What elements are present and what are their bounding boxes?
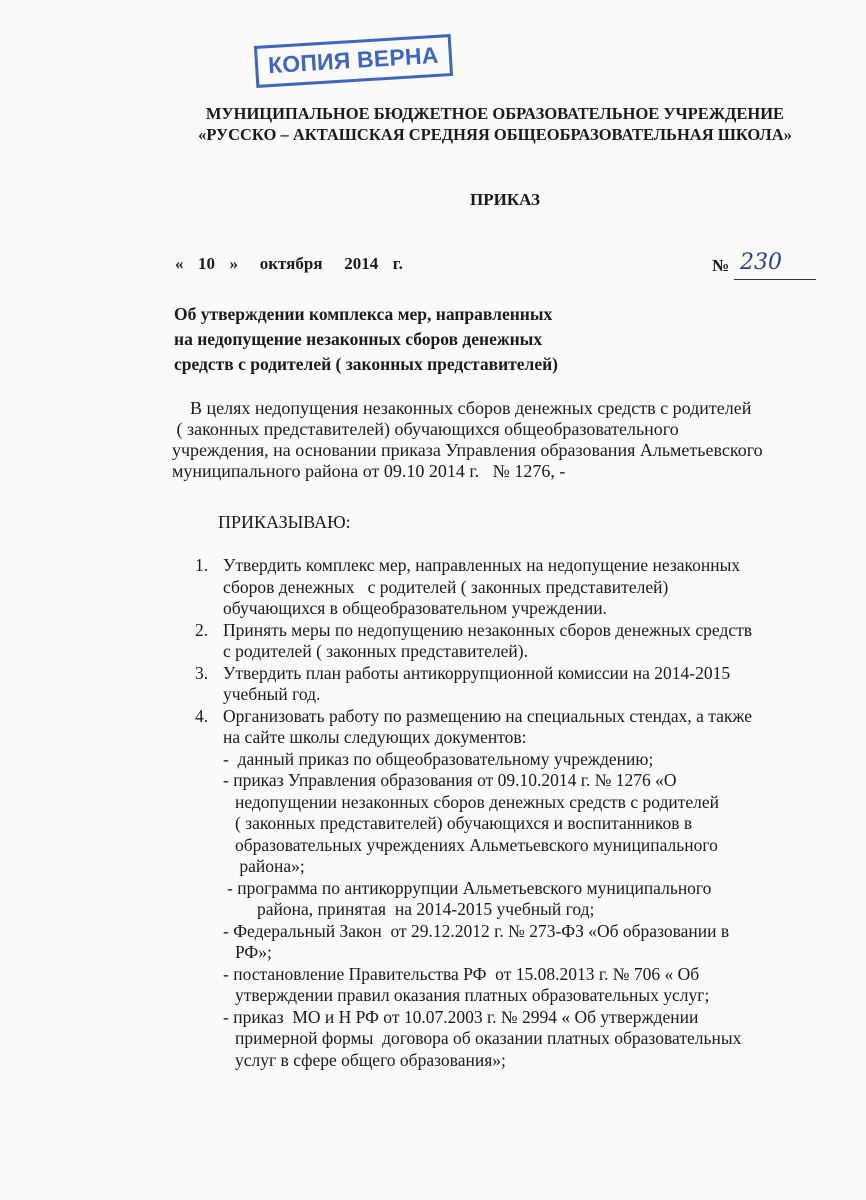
order-subject [174,302,558,377]
order-date: « 10 » октября 2014 г. [175,254,403,273]
item-number: 1. [195,555,209,575]
order-number-handwritten: 230 [740,250,782,275]
document-entry-line: района, принятая на 2014-2015 учебный год; [257,899,595,919]
document-entry-line: утверждении правил оказания платных образовательных услуг; [235,985,710,1005]
document-entry-line: образовательных учреждениях Альметьевского муниципального [235,834,718,855]
subject-line: средств с родителей ( законных представителей) [174,354,559,374]
document-entry-line: недопущении незаконных сборов денежных средств с родителей [235,791,720,812]
document-entry: - постановление Правительства РФ от 15.08.2013 г. № 706 « Об [223,963,700,984]
institution-line-1: МУНИЦИПАЛЬНОЕ БЮДЖЕТНОЕ ОБРАЗОВАТЕЛЬНОЕ УЧРЕЖДЕНИЕ [205,104,785,123]
document-entry: - данный приказ по общеобразовательному учреждению; [223,748,654,769]
documents-list [223,749,752,1072]
document-entry: - приказ МО и Н РФ от 10.07.2003 г. № 2994 « Об утверждении [223,1006,699,1027]
preamble-line: муниципального района от 09.10 2014 г. № 1276, - [172,461,566,481]
order-item [195,663,752,706]
item-line: Принять меры по недопущению незаконных сборов денежных средств [223,619,753,640]
document-entry-line: РФ»; [235,942,272,962]
item-line: учебный год. [223,684,321,704]
item-number: 2. [195,619,209,640]
document-entry-line: услуг в сфере общего образования»; [235,1049,506,1070]
item-line: Утвердить план работы антикоррупционной комиссии на 2014-2015 [223,662,731,683]
order-item [195,620,752,663]
order-items-list [195,555,752,1071]
document-title: ПРИКАЗ [470,190,540,209]
document-entry-line: района»; [235,856,305,876]
item-line: обучающихся в общеобразовательном учреждении. [223,598,607,618]
preamble-line: учреждения, на основании приказа Управления образования Альметьевского [172,440,763,460]
item-number: 4. [195,705,209,726]
preamble-line: ( законных представителей) обучающихся общеобразовательного [172,419,679,439]
copy-verified-stamp: КОПИЯ ВЕРНА [254,34,453,88]
document-entry-line: примерной формы договора об оказании платных образовательных [235,1028,742,1048]
item-line: на сайте школы следующих документов: [223,727,527,747]
item-line: с родителей ( законных представителей). [223,641,528,661]
document-entry: - Федеральный Закон от 29.12.2012 г. № 273-ФЗ «Об образовании в [223,920,730,941]
item-line: Организовать работу по размещению на специальных стендах, а также [223,705,753,726]
item-number: 3. [195,662,209,683]
order-item [195,555,752,620]
institution-line-2: «РУССКО – АКТАШСКАЯ СРЕДНЯЯ ОБЩЕОБРАЗОВАТЕЛЬНАЯ ШКОЛА» [198,125,792,144]
item-line: сборов денежных с родителей ( законных представителей) [223,576,669,597]
document-entry: - приказ Управления образования от 09.10.2014 г. № 1276 «О [223,770,677,790]
item-line: Утвердить комплекс мер, направленных на недопущение незаконных [223,555,741,575]
order-number-label: № [712,256,730,275]
institution-header [150,103,840,145]
preamble [172,398,763,482]
subject-line: Об утверждении комплекса мер, направленных [174,304,553,324]
order-number-underline [734,279,816,280]
order-keyword: ПРИКАЗЫВАЮ: [218,512,351,532]
document-entry: - программа по антикоррупции Альметьевского муниципального [227,877,712,898]
document-entry-line: ( законных представителей) обучающихся и воспитанников в [235,813,693,833]
order-item [195,706,752,1072]
preamble-line: В целях недопущения незаконных сборов денежных средств с родителей [172,398,752,418]
subject-line: на недопущение незаконных сборов денежных [174,329,543,349]
